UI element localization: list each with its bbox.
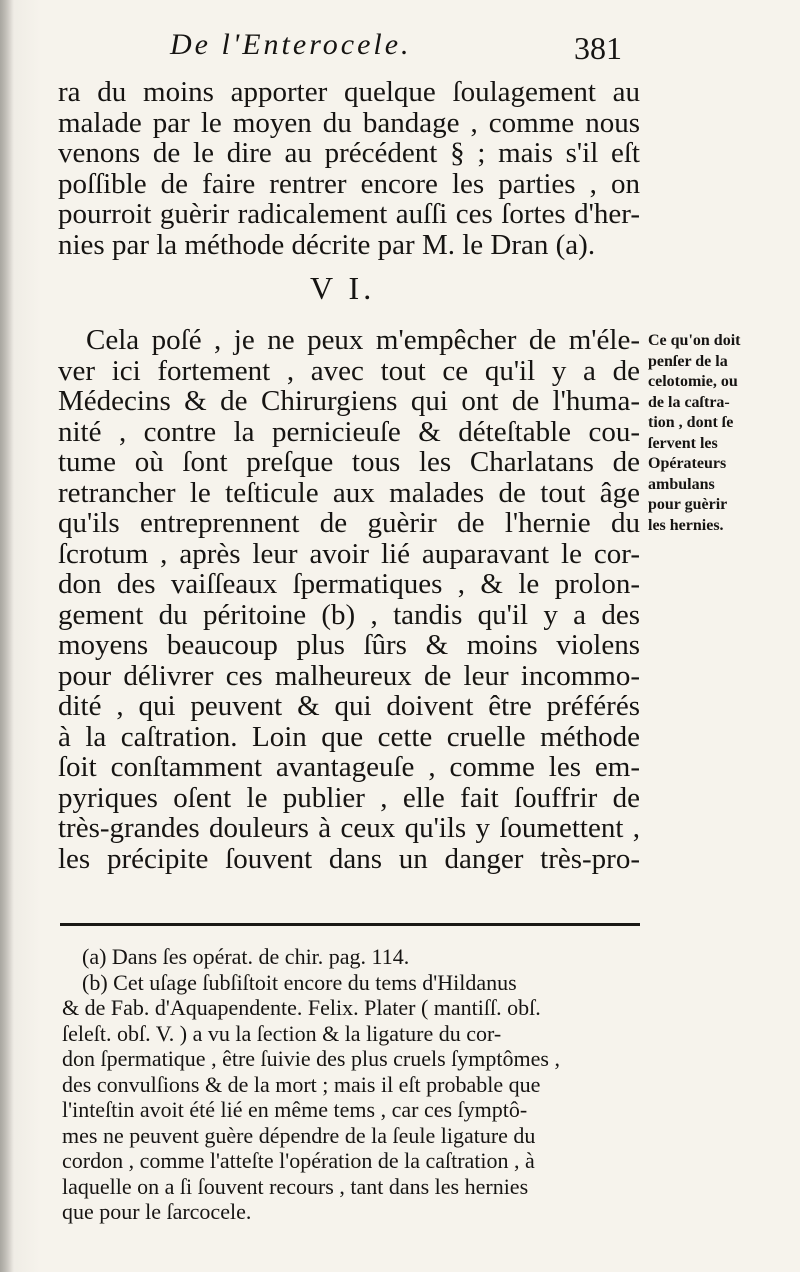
margin-note-line: Opérateurs: [648, 455, 727, 472]
gutter-shadow: [0, 0, 14, 1272]
text-line: les précipite ſouvent dans un danger très-pro-: [58, 842, 640, 875]
margin-note-line: celotomie, ou: [648, 373, 738, 390]
text-line: à la caſtration. Loin que cette cruelle méthode: [58, 720, 640, 753]
text-line: ver ici fortement , avec tout ce qu'il y a de: [58, 354, 640, 387]
text-line: pourroit guèrir radicalement auſſi ces ſortes d'her-: [58, 198, 640, 230]
text-line: poſſible de faire rentrer encore les parties , on: [58, 167, 640, 200]
text-line: dité , qui peuvent & qui doivent être préférés: [58, 690, 640, 722]
margin-note-line: de la caſtra-: [648, 393, 730, 411]
text-line: moyens beaucoup plus ſûrs & moins violens: [58, 629, 640, 661]
text-line: Médecins & de Chirurgiens qui ont de l'huma-: [58, 385, 640, 417]
margin-note-line: pour guèrir: [648, 496, 728, 513]
text-line: venons de le dire au précédent § ; mais s'il eſt: [58, 137, 640, 169]
text-line: ra du moins apporter quelque ſoulagement au: [58, 76, 640, 108]
text-line: Cela poſé , je ne peux m'empêcher de m'éle-: [86, 324, 640, 356]
page-number: 381: [574, 30, 622, 66]
footnote-line: l'inteſtin avoit été lié en même tems , car ces ſymptô-: [62, 1097, 528, 1122]
text-line: malade par le moyen du bandage , comme nous: [58, 106, 640, 139]
text-line: qu'ils entreprennent de guèrir de l'hernie du: [58, 507, 640, 539]
footnote-line: & de Fab. d'Aquapendente. Felix. Plater ( mantiſſ. obſ.: [62, 995, 541, 1020]
text-line: ſoit conſtamment avantageuſe , comme les em-: [58, 751, 640, 783]
section-heading: V I.: [310, 270, 376, 306]
margin-note-line: ſervent les: [648, 434, 718, 452]
text-line: retrancher le teſticule aux malades de tout âge: [58, 476, 640, 509]
footnote-line: que pour le ſarcocele.: [62, 1199, 252, 1224]
text-line: don des vaiſſeaux ſpermatiques , & le prolon-: [58, 568, 640, 600]
footnote-line: ſeleſt. obſ. V. ) a vu la ſection & la ligature du cor-: [62, 1020, 502, 1046]
footnote-line: don ſpermatique , être ſuivie des plus cruels ſymptômes ,: [62, 1046, 560, 1071]
margin-note: [648, 331, 762, 536]
footnote-line: laquelle on a ſi ſouvent recours , tant dans les hernies: [62, 1173, 529, 1199]
text-line: très-grandes douleurs à ceux qu'ils y ſoumettent ,: [58, 812, 640, 844]
text-line: tume où ſont preſque tous les Charlatans de: [58, 446, 640, 478]
footnote-line: mes ne peuvent guère dépendre de la ſeule ligature du: [62, 1122, 536, 1148]
margin-note-line: les hernies.: [648, 516, 724, 534]
text-line: nité , contre la pernicieuſe & déteſtable cou-: [58, 415, 640, 448]
footnote-rule: [60, 923, 640, 926]
text-line: gement du péritoine (b) , tandis qu'il y a des: [58, 598, 640, 631]
text-line: ſcrotum , après leur avoir lié auparavant le cor-: [58, 537, 640, 570]
paragraph-section-vi: [58, 325, 640, 874]
footnote-line: (a) Dans ſes opérat. de chir. pag. 114.: [82, 944, 410, 969]
footnote-line: des convulſions & de la mort ; mais il eſt probable que: [62, 1071, 541, 1097]
text-line: pour délivrer ces malheureux de leur incommo-: [58, 659, 640, 692]
margin-note-line: penſer de la: [648, 352, 728, 370]
footnotes: [62, 944, 654, 1225]
paragraph-continuation: [58, 77, 640, 260]
text-line: nies par la méthode décrite par M. le Dran (a).: [58, 228, 596, 261]
text-line: pyriques oſent le publier , elle fait ſouffrir de: [58, 781, 640, 814]
margin-note-line: ambulans: [648, 475, 715, 493]
margin-note-line: Ce qu'on doit: [648, 332, 741, 349]
footnote-line: (b) Cet uſage ſubſiſtoit encore du tems d'Hildanus: [82, 969, 517, 995]
margin-note-line: tion , dont ſe: [648, 414, 734, 431]
running-head: De l'Enterocele.: [170, 28, 412, 61]
footnote-line: cordon , comme l'atteſte l'opération de la caſtration , à: [62, 1148, 535, 1173]
